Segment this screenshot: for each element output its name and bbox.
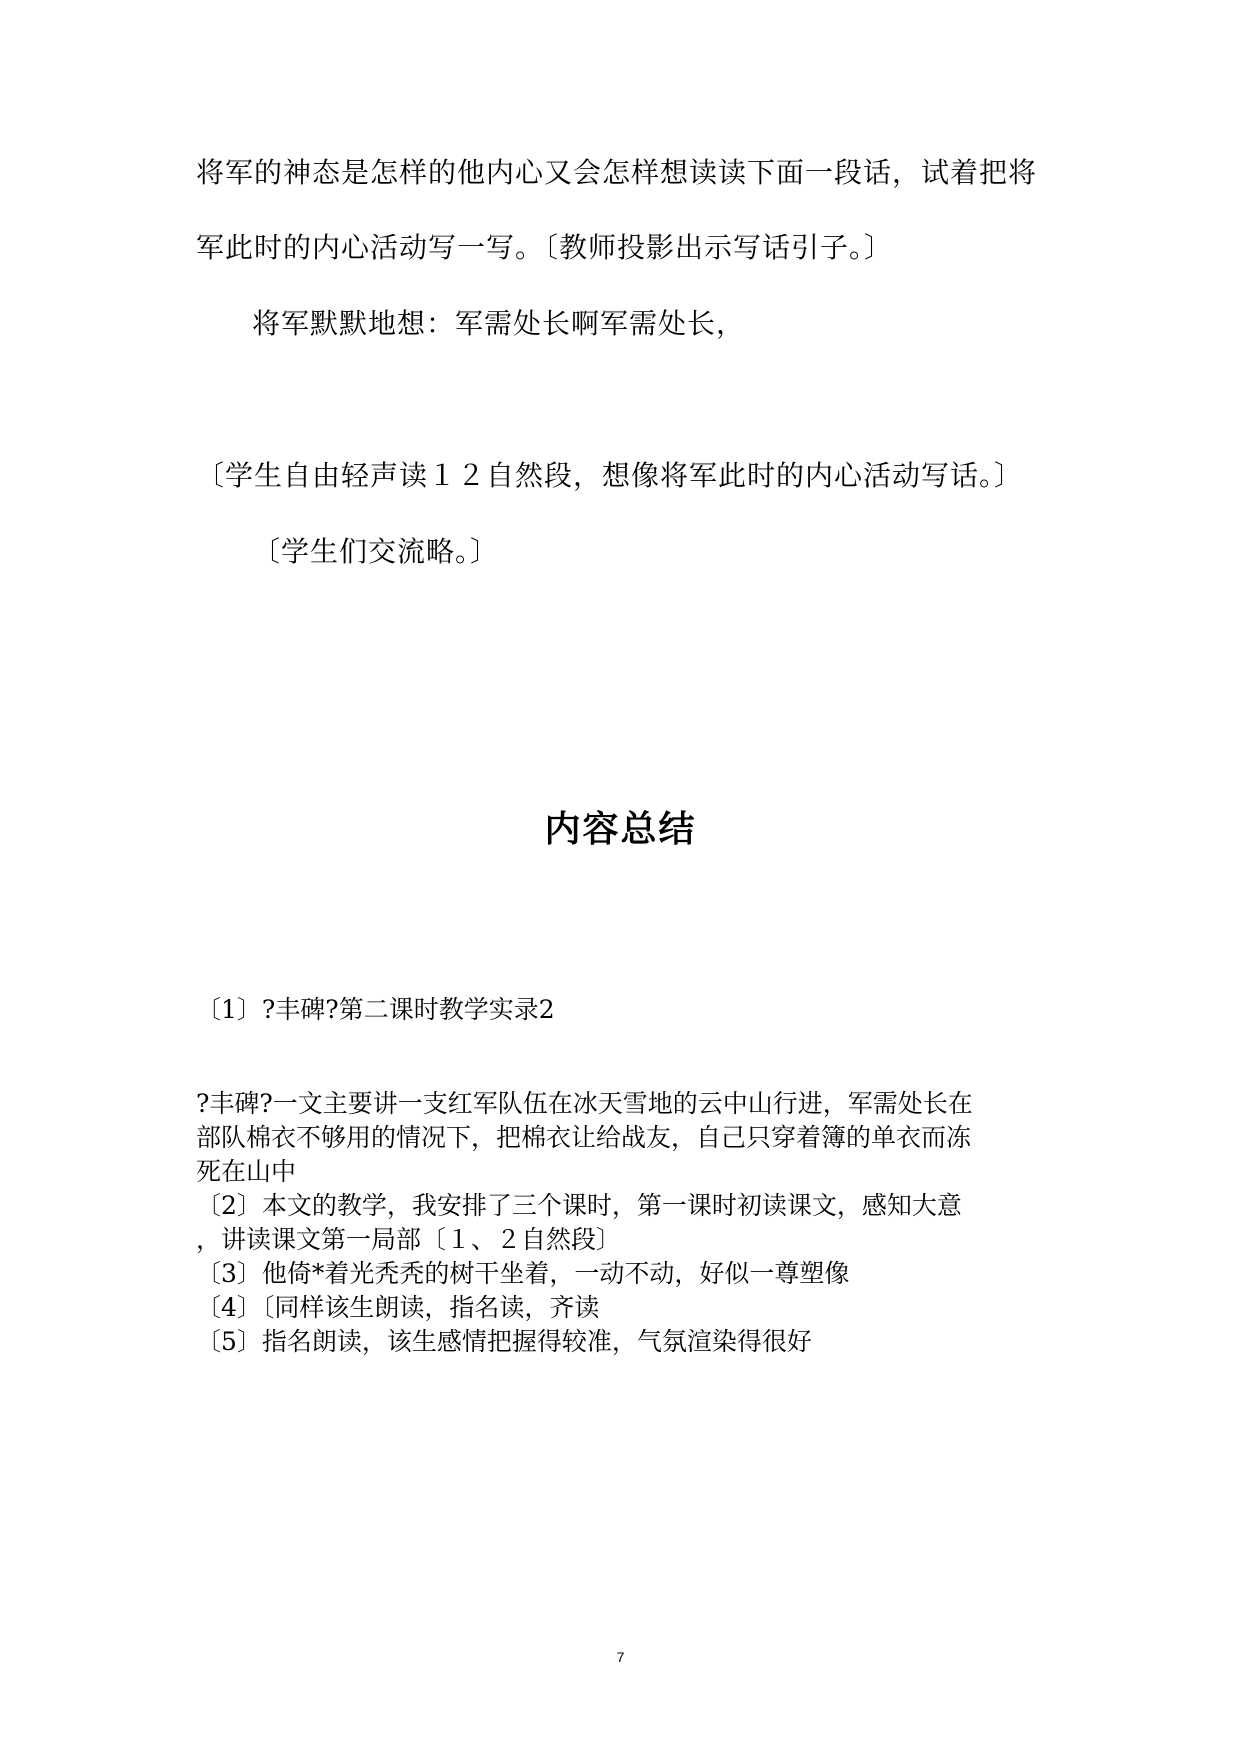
summary-item-2-line-2: ，讲读课文第一局部〔１、２自然段〕 bbox=[196, 1225, 622, 1254]
page-number: 7 bbox=[616, 1649, 625, 1665]
body-paragraph-4: 〔学生们交流略。〕 bbox=[252, 535, 500, 568]
body-paragraph-2: 将军默默地想：军需处长啊军需处长， bbox=[252, 307, 746, 340]
body-paragraph-3: 〔学生自由轻声读１２自然段，想像将军此时的内心活动写话。〕 bbox=[196, 459, 1024, 492]
summary-item-4: 〔4〕〔同样该生朗读，指名读，齐读 bbox=[196, 1293, 600, 1322]
body-paragraph-1-line-1: 将军的神态是怎样的他内心又会怎样想读读下面一段话，试着把将 bbox=[196, 156, 1038, 189]
summary-item-1: 〔1〕?丰碑?第二课时教学实录2 bbox=[196, 995, 555, 1024]
summary-description-line-2: 部队棉衣不够用的情况下，把棉衣让给战友，自己只穿着簿的单衣而冻 bbox=[196, 1123, 972, 1152]
summary-item-2-line-1: 〔2〕本文的教学，我安排了三个课时，第一课时初读课文，感知大意 bbox=[196, 1191, 962, 1220]
summary-item-3: 〔3〕他倚*着光秃秃的树干坐着，一动不动，好似一尊塑像 bbox=[196, 1259, 850, 1288]
summary-title: 内容总结 bbox=[544, 809, 697, 850]
body-paragraph-1-line-2: 军此时的内心活动写一写。〔教师投影出示写话引子。〕 bbox=[196, 231, 894, 264]
summary-description-line-3: 死在山中 bbox=[196, 1157, 297, 1186]
summary-description-line-1: ?丰碑?一文主要讲一支红军队伍在冰天雪地的云中山行进，军需处长在 bbox=[196, 1089, 973, 1118]
summary-item-5: 〔5〕指名朗读，该生感情把握得较准，气氛渲染得很好 bbox=[196, 1327, 812, 1356]
